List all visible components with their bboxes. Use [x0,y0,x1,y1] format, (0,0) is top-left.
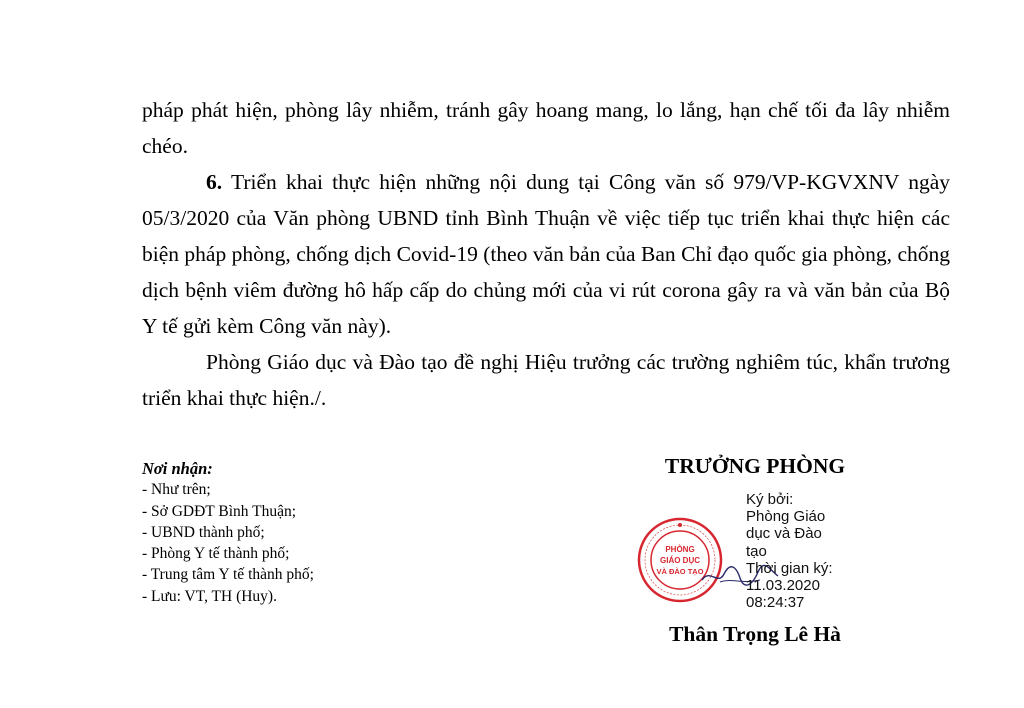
signer-name: Thân Trọng Lê Hà [669,622,841,646]
recipient-item: - Lưu: VT, TH (Huy). [142,587,277,605]
recipient-item: - Phòng Y tế thành phố; [142,545,290,563]
paragraph-item-6 [142,164,950,344]
recipient-item: - Như trên; [142,481,211,499]
stamp-line-3: VÀ ĐÀO TẠO [656,567,704,576]
recipient-item: - Sở GDĐT Bình Thuận; [142,502,297,520]
signer-position: TRƯỞNG PHÒNG [664,454,846,478]
stamp-line-2: GIÁO DỤC [660,556,700,565]
sign-date: 11.03.2020 [746,577,820,595]
stamp-line-1: PHÒNG [665,545,695,554]
recipient-item: - Trung tâm Y tế thành phố; [142,566,314,584]
paragraph-text: pháp phát hiện, phòng lây nhiễm, tránh gây hoang mang, lo lắng, hạn chế tối đa lây nhiễm chéo. [142,98,950,158]
digital-signature-info [746,491,866,611]
signed-by-value: dục và Đào [746,525,822,543]
item-number: 6. [206,170,223,194]
signed-by-value: tạo [746,542,767,560]
signed-by-label: Ký bởi: [746,491,794,508]
sign-time-label: Thời gian ký: [746,559,833,577]
paragraph-continuation [142,92,950,164]
paragraph-6 [142,164,950,344]
recipient-item: - UBND thành phố; [142,523,265,541]
paragraph-closing [142,344,950,416]
paragraph-text: Phòng Giáo dục và Đào tạo đề nghị Hiệu trưởng các trường nghiêm túc, khẩn trương triển khai thực hiện./. [142,350,950,410]
signed-by-value: Phòng Giáo [746,508,826,526]
recipients-list [142,479,314,607]
recipients-title: Nơi nhận: [142,459,213,478]
recipients-block [142,458,314,607]
paragraph-text: Triển khai thực hiện những nội dung tại Công văn số 979/VP-KGVXNV ngày 05/3/2020 của Văn phòng UBND tỉnh Bình Thuận về việc tiếp tục triển khai thực hiện các biện pháp phòng, chống dịch Covid-19 (theo văn bản của Ban Chỉ đạo quốc gia phòng, chống dịch bệnh viêm đường hô hấp cấp do chủng mới của vi rút corona gây ra và văn bản của Bộ Y tế gửi kèm Công văn này). [142,170,950,338]
sign-time: 08:24:37 [746,594,805,612]
